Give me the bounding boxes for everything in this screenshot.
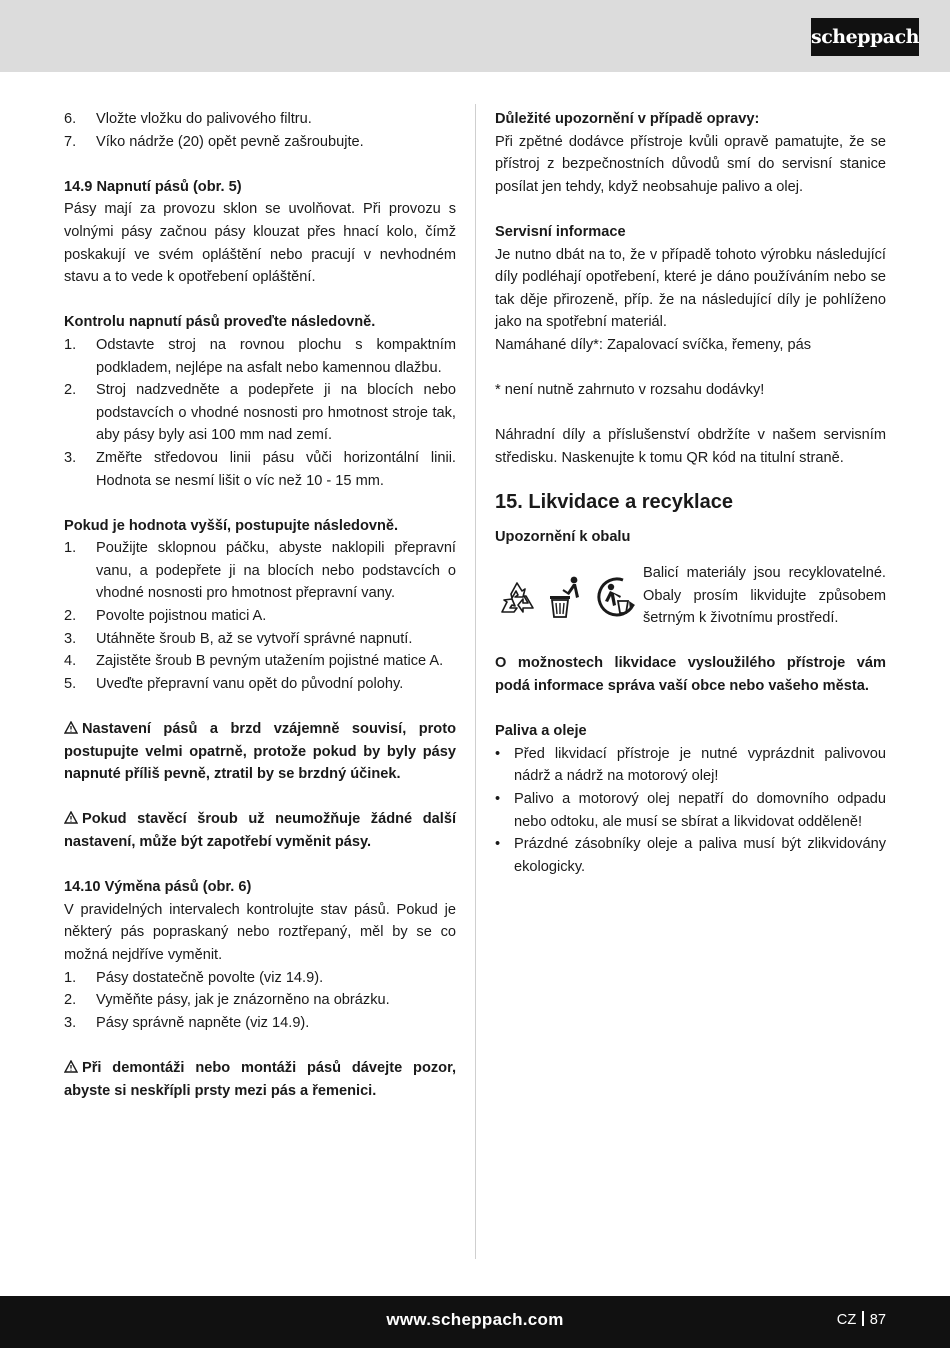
warning-triangle-icon bbox=[64, 1060, 78, 1073]
subheading: Kontrolu napnutí pásů proveďte následovně. bbox=[64, 314, 376, 331]
paragraph: Je nutno dbát na to, že v případě tohoto výrobku následující díly podléhají opotřebení, které je dáno používáním nebo se tak děje přirozeně, příp. že na následující díly je pohlíženo jako na spotřební materiál. bbox=[495, 246, 886, 331]
section-title-15: 15. Likvidace a recyklace bbox=[495, 490, 733, 513]
list-item: 3. Změřte středovou linii pásu vůči horizontální linii. Hodnota se nesmí lišit o víc než 10 - 15 mm. bbox=[64, 449, 456, 489]
list-item: • Prázdné zásobníky oleje a paliva musí být zlikvidovány ekologicky. bbox=[495, 836, 886, 875]
subheading: Paliva a oleje bbox=[495, 723, 587, 740]
subheading: Důležité upozornění v případě opravy: bbox=[495, 111, 760, 127]
column-divider bbox=[475, 104, 476, 1259]
trash-bin-icon bbox=[545, 574, 589, 620]
paragraph: Při zpětné dodávce přístroje kvůli opravě pamatujte, že se přístroj z bezpečnostních důvodů smí do servisní stanice posílat jen tehdy, když neobsahuje palivo a olej. bbox=[495, 133, 886, 195]
paragraph: V pravidelných intervalech kontrolujte stav pásů. Pokud je některý pás popraskaný nebo roztřepaný, měl by se co možná nejdříve vyměnit. bbox=[64, 901, 456, 963]
list-item: 3. Utáhněte šroub B, až se vytvoří správné napnutí. bbox=[64, 630, 413, 647]
language-code: CZ bbox=[836, 1312, 857, 1328]
paragraph: Náhradní díly a příslušenství obdržíte v našem servisním středisku. Naskenujte k tomu QR kód na titulní straně. bbox=[495, 427, 886, 466]
list-item: 2. Povolte pojistnou matici A. bbox=[64, 608, 267, 625]
list-item: • Palivo a motorový olej nepatří do domovního odpadu nebo odtoku, ale musí se sbírat a likvidovat odděleně! bbox=[495, 791, 886, 830]
packaging-note bbox=[495, 562, 886, 630]
paragraph: Namáhané díly*: Zapalovací svíčka, řemeny, pás bbox=[495, 336, 812, 353]
list-item: 1. Pásy dostatečně povolte (viz 14.9). bbox=[64, 969, 324, 986]
left-column bbox=[64, 108, 456, 1102]
warning-note: Při demontáži nebo montáži pásů dávejte pozor, abyste si neskřípli prsty mezi pás a řemenici. bbox=[64, 1059, 456, 1099]
subheading: Servisní informace bbox=[495, 223, 626, 240]
list-item: 1. Použijte sklopnou páčku, abyste naklopili přepravní vanu, a podepřete ji na blocích nebo podstavcích o vhodné nosnosti pro hmotnost přepravní vany. bbox=[64, 540, 456, 602]
recycle-icon bbox=[495, 574, 541, 620]
warning-note: Pokud stavěcí šroub už neumožňuje žádné další nastavení, může být zapotřebí vyměnit pásy. bbox=[64, 811, 456, 850]
list-item: 7. Víko nádrže (20) opět pevně zašroubujte. bbox=[64, 133, 364, 150]
list-item: • Před likvidací přístroje je nutné vyprázdnit palivovou nádrž a nádrž na motorový olej! bbox=[495, 745, 886, 785]
brand-logo bbox=[811, 18, 919, 56]
packaging-text: Balicí materiály jsou recyklovatelné. Obaly prosím likvidujte způsobem šetrným k životnímu prostředí. bbox=[643, 565, 886, 627]
municipal-note: O možnostech likvidace vysloužilého přístroje vám podá informace správa vaší obce nebo vašeho města. bbox=[495, 655, 886, 695]
logo-text: scheppach bbox=[811, 25, 919, 48]
page-number bbox=[837, 1309, 886, 1332]
page-num: 87 bbox=[869, 1312, 886, 1328]
list-item: 5. Uveďte přepravní vanu opět do původní polohy. bbox=[64, 675, 404, 692]
disposal-icon bbox=[593, 574, 639, 620]
warning-triangle-icon bbox=[64, 811, 78, 824]
list-item: 4. Zajistěte šroub B pevným utažením pojistné matice A. bbox=[64, 653, 444, 670]
list-item: 2. Vyměňte pásy, jak je znázorněno na obrázku. bbox=[64, 992, 390, 1009]
warning-note: Nastavení pásů a brzd vzájemně souvisí, proto postupujte velmi opatrně, protože pokud by byly pásy napnuté příliš pevně, ztratil by se brzdný účinek. bbox=[64, 721, 456, 783]
section-title-14-9: 14.9 Napnutí pásů (obr. 5) bbox=[64, 178, 242, 195]
list-item: 6. Vložte vložku do palivového filtru. bbox=[64, 111, 312, 127]
footer-url[interactable]: www.scheppach.com bbox=[386, 1310, 564, 1329]
list-item: 3. Pásy správně napněte (viz 14.9). bbox=[64, 1014, 310, 1031]
warning-triangle-icon bbox=[64, 721, 78, 734]
section-title-14-10: 14.10 Výměna pásů (obr. 6) bbox=[64, 879, 252, 896]
subheading: Upozornění k obalu bbox=[495, 528, 631, 545]
subheading: Pokud je hodnota vyšší, postupujte následovně. bbox=[64, 517, 399, 534]
footnote: * není nutně zahrnuto v rozsahu dodávky! bbox=[495, 382, 765, 399]
list-item: 1. Odstavte stroj na rovnou plochu s kompaktním podkladem, nejlépe na asfalt nebo kamennou dlažbu. bbox=[64, 336, 456, 376]
paragraph: Pásy mají za provozu sklon se uvolňovat. Při provozu s volnými pásy začnou pásy klouzat přes hnací kolo, čímž poskakují ve svém opláštění nebo pracují v nevhodném stavu a to vede k opotřebení opláštění. bbox=[64, 201, 456, 286]
header-bar bbox=[0, 0, 950, 72]
footer-bar bbox=[0, 1296, 950, 1348]
right-column bbox=[495, 108, 886, 878]
packaging-icons bbox=[495, 562, 643, 620]
list-item: 2. Stroj nadzvedněte a podepřete ji na blocích nebo podstavcích o vhodné nosnosti pro hmotnost stroje tak, aby pásy byly asi 100 mm nad zemí. bbox=[64, 382, 456, 444]
